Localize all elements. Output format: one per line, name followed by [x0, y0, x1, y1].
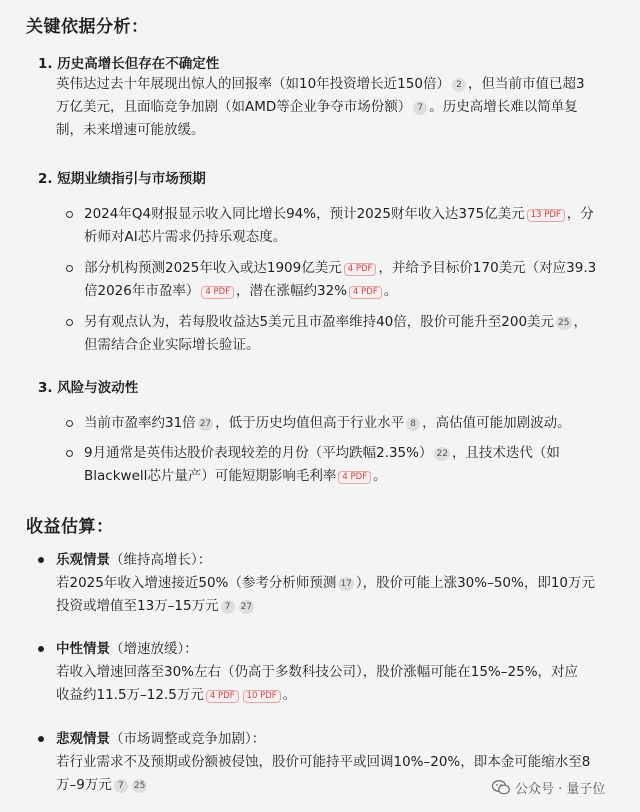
item2-title: 2. 短期业绩指引与市场预期 [38, 171, 206, 187]
section-title-analysis: 关键依据分析： [26, 17, 149, 37]
pdf-source-badge[interactable]: 4 PDF [206, 690, 239, 703]
pdf-source-badge[interactable]: 10 PDF [243, 690, 281, 703]
scenario-optimistic: 乐观情景（维持高增长）： 若2025年收入增速接近50%（参考分析师预测 17 ），股价可能上涨30%–50%，即10万元 投资或增值至13万–15万元 7 27 [56, 549, 595, 618]
wechat-watermark [492, 778, 605, 797]
citation-badge[interactable]: 2 [452, 78, 466, 92]
watermark-text: 公众号 · 量子位 [515, 782, 606, 797]
section-title-estimate: 收益估算： [26, 517, 114, 537]
item2-bullet1: 2024年Q4财报显示收入同比增长94%，预计2025财年收入达375亿美元 13 PDF ，分 析师对AI芯片需求仍持乐观态度。 [84, 203, 594, 249]
pdf-source-badge[interactable]: 13 PDF [527, 209, 565, 222]
pdf-source-badge[interactable]: 4 PDF [201, 286, 234, 299]
item2-bullet3: 另有观点认为，若每股收益达5美元且市盈率维持40倍，股价可能升至200美元 25 ， 但需结合企业实际增长验证。 [84, 311, 587, 357]
item1-title: 1. 历史高增长但存在不确定性 [38, 56, 220, 72]
item1-line2: 万亿美元，且面临竞争加剧（如AMD等企业争夺市场份额） 7 。历史高增长难以简单复 [56, 99, 578, 115]
wechat-icon [492, 780, 510, 795]
scenario-pessimistic: 悲观情景（市场调整或竞争加剧）： 若行业需求不及预期或份额被侵蚀，股价可能持平或回调10%–20%，即本金可能缩水至8 万–9万元 7 25 [56, 728, 590, 797]
item1-line1: 英伟达过去十年展现出惊人的回报率（如10年投资增长近150倍） 2 ，但当前市值已超3 [56, 76, 585, 92]
citation-badge[interactable]: 22 [436, 449, 448, 459]
citation-badge[interactable]: 17 [340, 579, 352, 589]
citation-badge[interactable]: 27 [199, 419, 212, 429]
citation-badge[interactable]: 25 [133, 781, 146, 791]
citation-badge[interactable]: 27 [240, 602, 253, 612]
pdf-source-badge[interactable]: 4 PDF [338, 471, 371, 484]
citation-badge[interactable]: 7 [413, 101, 427, 115]
item3-title: 3. 风险与波动性 [38, 380, 139, 396]
pdf-source-badge[interactable]: 4 PDF [344, 263, 377, 276]
citation-badge[interactable]: 7 [114, 779, 128, 793]
citation-badge[interactable]: 25 [558, 318, 570, 328]
scenario-neutral: 中性情景（增速放缓）： 若收入增速回落至30%左右（仍高于多数科技公司），股价涨幅可能在15%–25%，对应 收益约11.5万–12.5万元 4 PDF 10 PDF 。 [56, 638, 578, 707]
item1-line3: 制，未来增速可能放缓。 [56, 122, 205, 138]
item2-bullet2: 部分机构预测2025年收入或达1909亿美元 4 PDF ，并给予目标价170美元（对应39.3 倍2026年市盈率） 4 PDF ，潜在涨幅约32% 4 PDF 。 [84, 257, 596, 303]
item1-body [56, 73, 585, 142]
pdf-source-badge[interactable]: 4 PDF [349, 286, 382, 299]
item3-bullet2: 9月通常是英伟达股价表现较差的月份（平均跌幅2.35%） 22 ，且技术迭代（如 Blackwell芯片量产）可能短期影响毛利率 4 PDF 。 [84, 442, 560, 488]
citation-badge[interactable]: 7 [221, 600, 235, 614]
item3-bullet1: 当前市盈率约31倍 27 ，低于历史均值但高于行业水平 8 ，高估值可能加剧波动。 [84, 412, 571, 435]
citation-badge[interactable]: 8 [406, 417, 420, 431]
